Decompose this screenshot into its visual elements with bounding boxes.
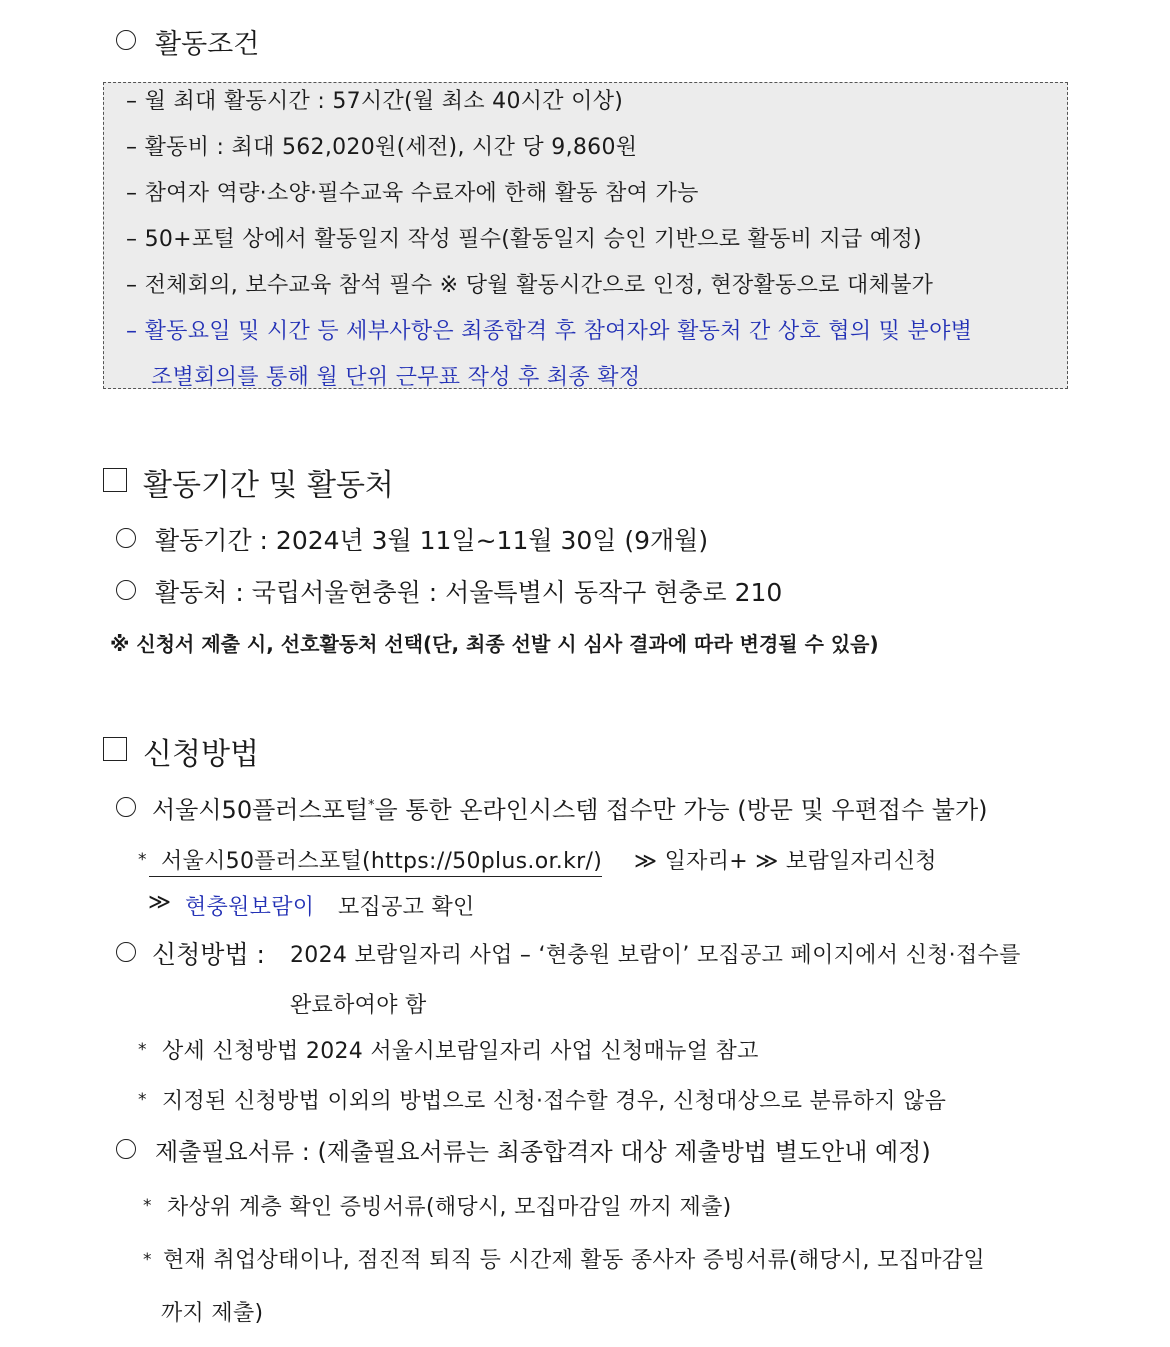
doc-employment-cont: 까지 제출) xyxy=(161,1301,264,1326)
circle-bullet-icon xyxy=(116,797,136,817)
asterisk-marker: * xyxy=(138,1090,147,1110)
condition-schedule-line2: 조별회의를 통해 월 단위 근무표 작성 후 최종 확정 xyxy=(151,365,641,390)
asterisk-marker: * xyxy=(143,1250,152,1270)
place-selection-note: ※ 신청서 제출 시, 선호활동처 선택(단, 최종 선발 시 심사 결과에 따라 변경될 수 있음) xyxy=(110,632,879,656)
square-bullet-icon xyxy=(103,468,127,492)
portal-link[interactable]: 서울시50플러스포털(https://50plus.or.kr/) xyxy=(149,844,602,877)
condition-meetings: – 전체회의, 보수교육 참석 필수 ※ 당월 활동시간으로 인정, 현장활동으로 대체불가 xyxy=(126,273,934,298)
condition-pay: – 활동비 : 최대 562,020원(세전), 시간 당 9,860원 xyxy=(126,135,638,160)
apply-heading: 신청방법 xyxy=(143,737,259,772)
asterisk-marker: * xyxy=(138,1040,147,1060)
online-apply-pre: 서울시50플러스포털 xyxy=(152,796,369,824)
doc-low-income: 차상위 계층 확인 증빙서류(해당시, 모집마감일 까지 제출) xyxy=(167,1195,732,1220)
online-apply-post: 을 통한 온라인시스템 접수만 가능 (방문 및 우편접수 불가) xyxy=(374,796,988,824)
path-rest: 모집공고 확인 xyxy=(338,895,475,920)
circle-bullet-icon xyxy=(116,942,136,962)
asterisk-marker: * xyxy=(143,1196,152,1216)
doc-employment: 현재 취업상태이나, 점진적 퇴직 등 시간제 활동 종사자 증빙서류(해당시, 모집마감일 xyxy=(163,1248,985,1273)
circle-bullet-icon xyxy=(116,30,136,50)
asterisk-marker: * xyxy=(138,850,147,870)
condition-hours: – 월 최대 활동시간 : 57시간(월 최소 40시간 이상) xyxy=(126,89,624,114)
method-note-invalid: 지정된 신청방법 이외의 방법으로 신청·접수할 경우, 신청대상으로 분류하지 않음 xyxy=(162,1089,947,1114)
circle-bullet-icon xyxy=(116,1139,136,1159)
condition-schedule-line1: – 활동요일 및 시간 등 세부사항은 최종합격 후 참여자와 활동처 간 상호 협의 및 분야별 xyxy=(126,319,973,344)
activity-place: 활동처 : 국립서울현충원 : 서울특별시 동작구 현충로 210 xyxy=(155,578,783,607)
square-bullet-icon xyxy=(103,737,127,761)
circle-bullet-icon xyxy=(116,580,136,600)
portal-path: ≫ 일자리+ ≫ 보람일자리신청 xyxy=(634,849,937,874)
method-note-manual: 상세 신청방법 2024 서울시보람일자리 사업 신청매뉴얼 참고 xyxy=(162,1039,759,1064)
online-apply-line xyxy=(152,790,988,825)
conditions-heading: 활동조건 xyxy=(155,29,260,60)
period-heading: 활동기간 및 활동처 xyxy=(143,468,394,503)
docs-heading: 제출필요서류 : (제출필요서류는 최종합격자 대상 제출방법 별도안내 예정) xyxy=(155,1138,931,1166)
recruitment-link[interactable]: 현충원보람이 xyxy=(185,895,315,920)
method-text-line1: 2024 보람일자리 사업 – ‘현충원 보람이’ 모집공고 페이지에서 신청·접수를 xyxy=(290,943,1021,968)
path-arrow: ≫ xyxy=(148,890,172,915)
activity-period: 활동기간 : 2024년 3월 11일~11월 30일 (9개월) xyxy=(155,526,709,555)
method-text-line2: 완료하여야 함 xyxy=(290,993,427,1018)
circle-bullet-icon xyxy=(116,528,136,548)
method-label: 신청방법 : xyxy=(152,940,265,969)
condition-eligibility: – 참여자 역량·소양·필수교육 수료자에 한해 활동 참여 가능 xyxy=(126,181,699,206)
online-apply-sup: * xyxy=(368,798,375,813)
condition-logbook: – 50+포털 상에서 활동일지 작성 필수(활동일지 승인 기반으로 활동비 지급 예정) xyxy=(126,227,922,252)
